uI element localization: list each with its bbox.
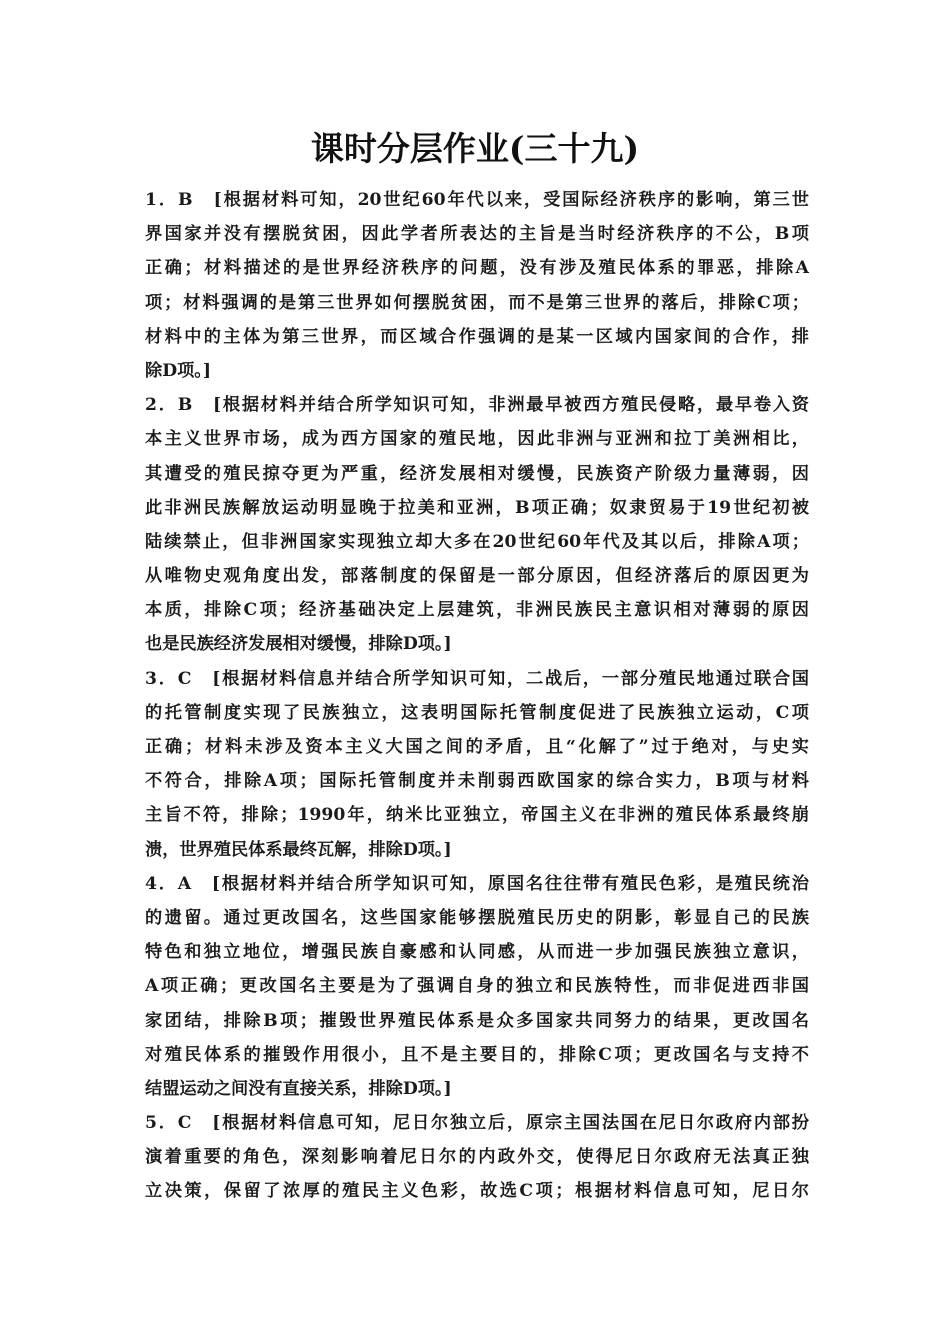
answer-line: 不符合，排除A项；国际托管制度并未削弱西欧国家的综合实力，B项与材料 <box>145 771 809 792</box>
answer-line: 正确；材料描述的是世界经济秩序的问题，没有涉及殖民体系的罪恶，排除A <box>145 258 809 279</box>
answer-line: 也是民族经济发展相对缓慢，排除D项。] <box>145 634 452 655</box>
answer-line: 正确；材料未涉及资本主义大国之间的矛盾，且“化解了”过于绝对，与史实 <box>145 737 809 757</box>
answer-line: A项正确；更改国名主要是为了强调自身的独立和民族特性，而非促进西非国 <box>145 976 809 997</box>
answer-line: 5．C [根据材料信息可知，尼日尔独立后，原宗主国法国在尼日尔政府内部扮 <box>145 1113 809 1134</box>
answer-item <box>145 1106 809 1209</box>
answer-line: 的托管制度实现了民族独立，这表明国际托管制度促进了民族独立运动，C项 <box>145 702 809 723</box>
answer-item <box>145 183 809 388</box>
answer-line: 对殖民体系的摧毁作用很小，且不是主要目的，排除C项；更改国名与支持不 <box>145 1044 809 1065</box>
answer-line: 家团结，排除B项；摧毁世界殖民体系是众多国家共同努力的结果，更改国名 <box>145 1010 809 1031</box>
answer-item <box>145 662 809 867</box>
answer-line: 1．B [根据材料可知，20世纪60年代以来，受国际经济秩序的影响，第三世 <box>145 190 809 210</box>
answer-item <box>145 867 809 1106</box>
answer-line: 溃，世界殖民体系最终瓦解，排除D项。] <box>145 839 452 860</box>
answer-line: 的遗留。通过更改国名，这些国家能够摆脱殖民历史的阴影，彰显自己的民族 <box>145 907 809 928</box>
answer-line: 从唯物史观角度出发，部落制度的保留是一部分原因，但经济落后的原因更为 <box>145 566 809 587</box>
answer-item <box>145 388 809 662</box>
answer-line: 立决策，保留了浓厚的殖民主义色彩，故选C项；根据材料信息可知，尼日尔 <box>145 1181 809 1202</box>
answer-line: 特色和独立地位，增强民族自豪感和认同感，从而进一步加强民族独立意识， <box>145 942 809 963</box>
answer-line: 材料中的主体为第三世界，而区域合作强调的是某一区域内国家间的合作，排 <box>145 326 809 347</box>
answer-line: 本主义世界市场，成为西方国家的殖民地，因此非洲与亚洲和拉丁美洲相比， <box>145 429 809 450</box>
answer-line: 除D项。] <box>145 360 211 381</box>
answer-line: 3．C [根据材料信息并结合所学知识可知，二战后，一部分殖民地通过联合国 <box>145 668 809 689</box>
answer-line: 2．B [根据材料并结合所学知识可知，非洲最早被西方殖民侵略，最早卷入资 <box>145 395 809 416</box>
page-title: 课时分层作业(三十九) <box>310 129 640 168</box>
answer-line: 陆续禁止，但非洲国家实现独立却大多在20世纪60年代及其以后，排除A项； <box>145 531 809 552</box>
answer-line: 项；材料强调的是第三世界如何摆脱贫困，而不是第三世界的落后，排除C项； <box>145 292 809 313</box>
answer-line: 主旨不符，排除；1990年，纳米比亚独立，帝国主义在非洲的殖民体系最终崩 <box>145 805 809 826</box>
answer-line: 4．A [根据材料并结合所学知识可知，原国名往往带有殖民色彩，是殖民统治 <box>145 873 809 894</box>
answer-line: 结盟运动之间没有直接关系，排除D项。] <box>145 1078 452 1099</box>
answer-line: 本质，排除C项；经济基础决定上层建筑，非洲民族民主意识相对薄弱的原因 <box>145 600 809 621</box>
answer-line: 演着重要的角色，深刻影响着尼日尔的内政外交，使得尼日尔政府无法真正独 <box>145 1147 809 1168</box>
answer-list <box>145 183 809 1209</box>
answer-line: 此非洲民族解放运动明显晚于拉美和亚洲，B项正确；奴隶贸易于19世纪初被 <box>145 497 809 518</box>
answer-line: 界国家并没有摆脱贫困，因此学者所表达的主旨是当时经济秩序的不公，B项 <box>145 224 809 245</box>
answer-line: 其遭受的殖民掠夺更为严重，经济发展相对缓慢，民族资产阶级力量薄弱，因 <box>145 463 809 484</box>
